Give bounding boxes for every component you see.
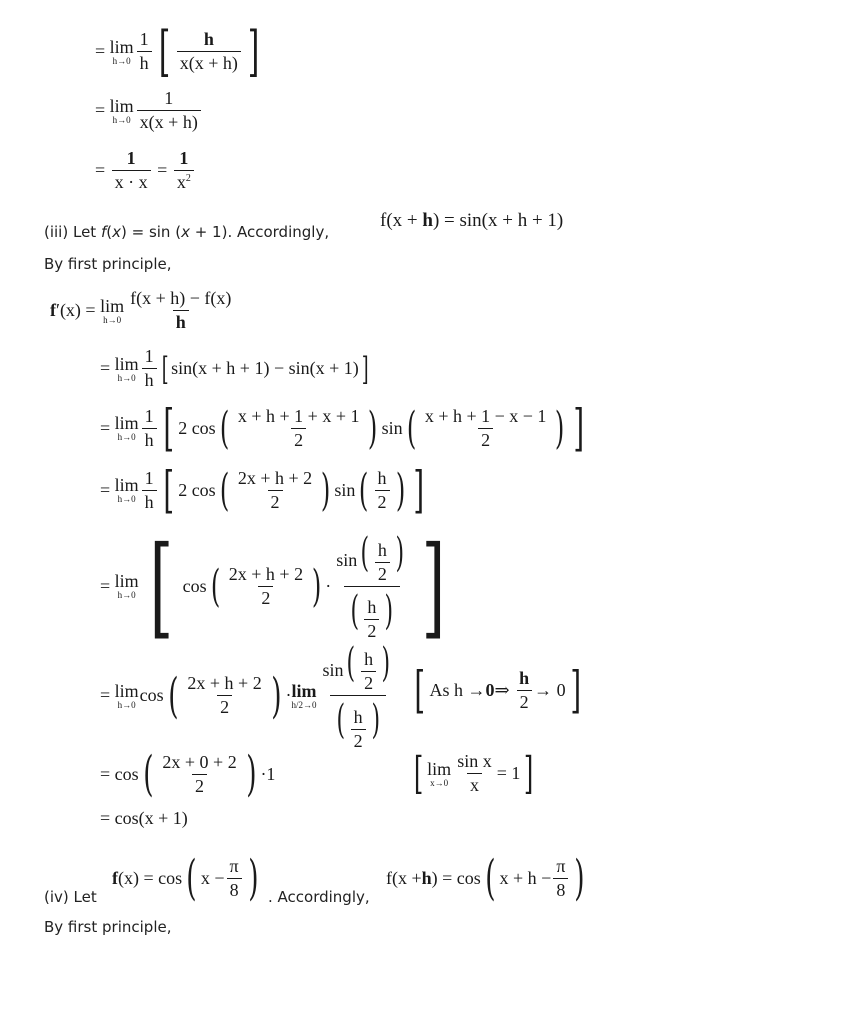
equation-iii-7: = cos ( $\frac{2x + 0 + 2}{2}$ ) ·1	[100, 746, 276, 802]
equation-iii-1: f ′(x) = lim h→0 $\frac{f(x + h) - f(x)}{h}$	[50, 288, 232, 332]
first-principle-label-2: By first principle,	[44, 918, 172, 936]
equation-iii-5: = lim h→0 [ cos ( $\frac{2x + h + 2}{2}$ ) · sin( $\frac{h}{2}$ ) ( $\frac{h}{2}$ ) ]	[100, 522, 446, 650]
equation-iii-given: f(x + h) = sin(x + h + 1)	[380, 210, 564, 231]
equation-iv-given-f: f (x) = cos ( x − $\frac{\pi}{8}$ )	[112, 850, 259, 906]
equation-iii-2: = lim h→0 $\frac{1}{h}$ [ sin(x + h + 1) − sin(x + 1) ]	[100, 346, 369, 390]
equation-top-1: = lim h→0 $\frac{1}{h}$ [ $\frac{h}{x(x + h)}$ ]	[95, 20, 260, 83]
equation-iii-8: = cos(x + 1)	[100, 808, 188, 828]
note-h-to-zero: [ As h → 0 ⇒ $\frac{h}{2}$ → 0 ]	[414, 661, 581, 719]
equation-iii-3: = lim h→0 $\frac{1}{h}$ [ 2 cos ( $\frac{x + h + 1 + x + 1}{2}$ ) sin ( $\frac{x + h + 1 - x - 1}{2}$ ) ]	[100, 399, 584, 457]
first-principle-label-1: By first principle,	[44, 255, 172, 273]
equation-top-2: = lim h→0 $\frac{1}{x(x + h)}$	[95, 88, 203, 133]
equation-iv-given-fxh: f(x + h ) = cos ( x + h − $\frac{\pi}{8}$ )	[386, 850, 585, 906]
part-iii-statement: (iii) Let f(x) = sin (x + 1). Accordingly,	[44, 223, 330, 241]
equation-top-3: = $\frac{1}{x \cdot x}$ = $\frac{1}{x^2}$	[95, 148, 196, 193]
part-iv-accordingly: . Accordingly,	[268, 888, 370, 906]
equation-iii-4: = lim h→0 $\frac{1}{h}$ [ 2 cos ( $\frac{2x + h + 2}{2}$ ) sin ( $\frac{h}{2}$ ) ]	[100, 461, 424, 519]
note-standard-limit: [ lim x→0 $\frac{\text{sin x}}{x}$ = 1 ]	[413, 748, 534, 799]
equation-iii-6: = lim h→0 cos ( $\frac{2x + h + 2}{2}$ ) · lim h/2→0 sin( $\frac{h}{2}$ ) ( $\frac{h}{2}$ )	[100, 640, 391, 751]
part-iv-let-label: (iv) Let	[44, 888, 97, 906]
